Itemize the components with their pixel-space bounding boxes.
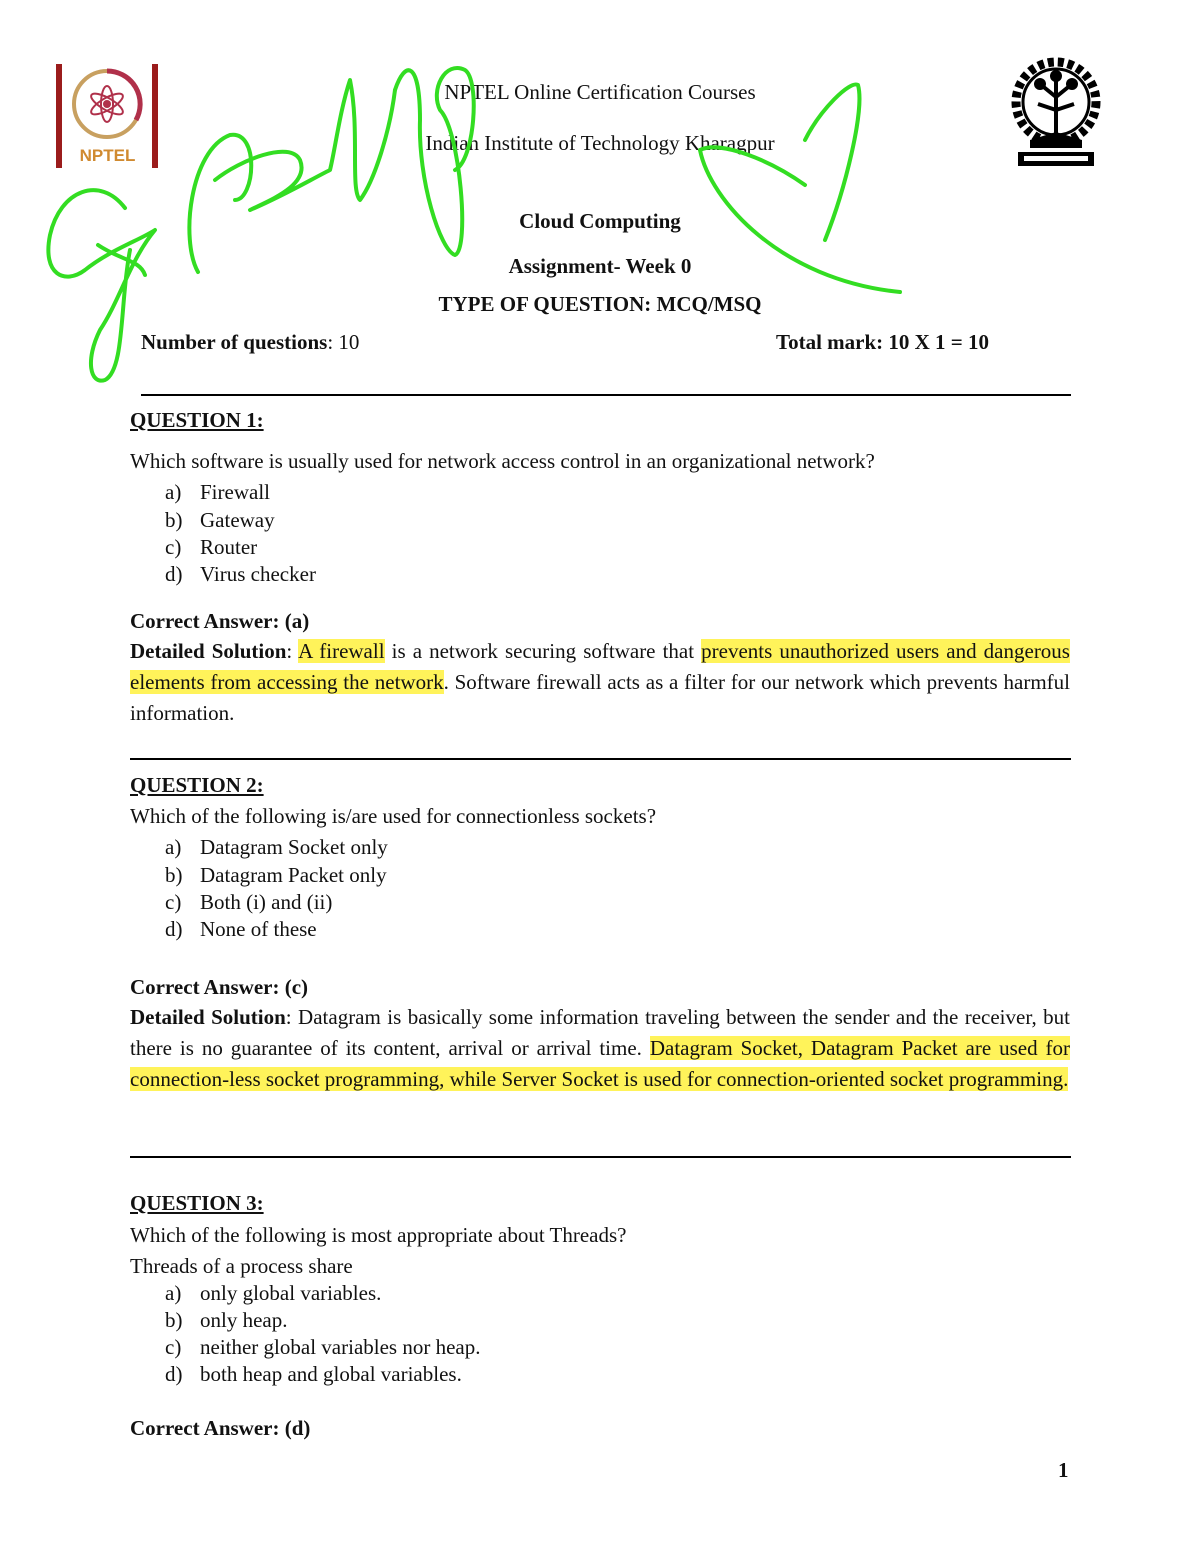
option-letter: a) <box>165 1281 182 1305</box>
detailed-solution: Detailed Solution: A firewall is a network securing software that prevents unauthorized users and dangerous elements from accessing the network. Software firewall acts as a filter for our network which prevents harmful information. <box>130 639 1070 725</box>
option-letter: a) <box>165 480 182 504</box>
num-questions-value: : 10 <box>327 330 360 354</box>
answer-label: Correct Answer: <box>130 1416 280 1440</box>
nptel-logo-text: NPTEL <box>79 146 136 165</box>
num-questions-label: Number of questions <box>141 330 328 354</box>
option-text: Both (i) and (ii) <box>200 890 333 914</box>
option-letter: d) <box>165 562 183 586</box>
option-text: only heap. <box>200 1308 288 1332</box>
question-3-title: QUESTION 3: <box>130 1191 264 1215</box>
correct-answer <box>130 975 308 1000</box>
assignment-title: Assignment- Week 0 <box>508 254 692 278</box>
option <box>165 562 316 587</box>
solution-label: Detailed Solution <box>130 1005 286 1029</box>
header-line-2: Indian Institute of Technology Kharagpur <box>425 131 775 155</box>
question-type: TYPE OF QUESTION: MCQ/MSQ <box>438 292 762 316</box>
option-letter: b) <box>165 508 183 532</box>
option <box>165 535 257 560</box>
total-mark: Total mark: 10 X 1 = 10 <box>776 330 990 354</box>
solution-text: is a network securing software that <box>384 639 702 663</box>
option-text: Firewall <box>200 480 270 504</box>
option <box>165 863 387 888</box>
option-text: Virus checker <box>200 562 316 586</box>
answer-value: (a) <box>284 609 310 633</box>
detailed-solution: Detailed Solution: Datagram is basically some information traveling between the sender and the receiver, but there is no guarantee of its content, arrival or arrival time. Datagram Socket, Datagram Packet are used for connection-less socket programming, while Server Socket is used for connection-oriented socket programming. <box>130 1005 1070 1091</box>
option <box>165 1308 287 1333</box>
option-letter: c) <box>165 890 182 914</box>
divider <box>141 394 1071 396</box>
question-2-title: QUESTION 2: <box>130 773 264 797</box>
question-3-text: Which of the following is most appropriate about Threads? <box>130 1223 627 1247</box>
question-1-title: QUESTION 1: <box>130 408 264 432</box>
course-title: Cloud Computing <box>519 209 681 233</box>
option-letter: a) <box>165 835 182 859</box>
page-number: 1 <box>1058 1458 1069 1482</box>
option <box>165 917 317 942</box>
option-letter: b) <box>165 863 183 887</box>
option-letter: c) <box>165 535 182 559</box>
correct-answer <box>130 609 309 634</box>
option-text: Router <box>200 535 258 559</box>
solution-label: Detailed Solution <box>130 639 287 663</box>
solution-text: . Software firewall acts as a filter for our network which prevents harmful information. <box>130 670 1070 725</box>
correct-answer <box>130 1416 310 1441</box>
divider <box>130 758 1071 760</box>
option-letter: d) <box>165 917 183 941</box>
question-3-subtext: Threads of a process share <box>130 1254 353 1278</box>
option <box>165 1281 381 1306</box>
option <box>165 508 275 533</box>
answer-value: (c) <box>284 975 309 999</box>
option <box>165 1362 462 1387</box>
solution-highlight: A firewall <box>298 639 385 663</box>
option <box>165 480 270 505</box>
option-text: Datagram Socket only <box>200 835 388 859</box>
question-1-text: Which software is usually used for network access control in an organizational network? <box>130 449 875 473</box>
option <box>165 890 332 915</box>
number-of-questions <box>141 330 359 355</box>
answer-label: Correct Answer: <box>130 609 280 633</box>
divider <box>130 1156 1071 1158</box>
solution-highlight: prevents unauthorized users and dangerous elements from accessing the network <box>130 639 1070 694</box>
option-text: neither global variables nor heap. <box>200 1335 481 1359</box>
option-text: Gateway <box>200 508 275 532</box>
header-line-1: NPTEL Online Certification Courses <box>444 80 756 104</box>
question-2-text: Which of the following is/are used for connectionless sockets? <box>130 804 657 828</box>
option-text: both heap and global variables. <box>200 1362 462 1386</box>
option-text: Datagram Packet only <box>200 863 387 887</box>
option <box>165 1335 480 1360</box>
solution-text: Datagram is basically some information traveling between the sender and the receiver, but there is no guarantee of its content, arrival or arrival time. <box>130 1005 1070 1060</box>
option-letter: d) <box>165 1362 183 1386</box>
option-letter: c) <box>165 1335 182 1359</box>
option-text: only global variables. <box>200 1281 382 1305</box>
option <box>165 835 388 860</box>
answer-value: (d) <box>284 1416 311 1440</box>
solution-highlight: Datagram Socket, Datagram Packet are used for connection-less socket programming, while Server Socket is used for connection-oriented socket programming. <box>130 1036 1070 1091</box>
option-text: None of these <box>200 917 317 941</box>
answer-label: Correct Answer: <box>130 975 280 999</box>
option-letter: b) <box>165 1308 183 1332</box>
